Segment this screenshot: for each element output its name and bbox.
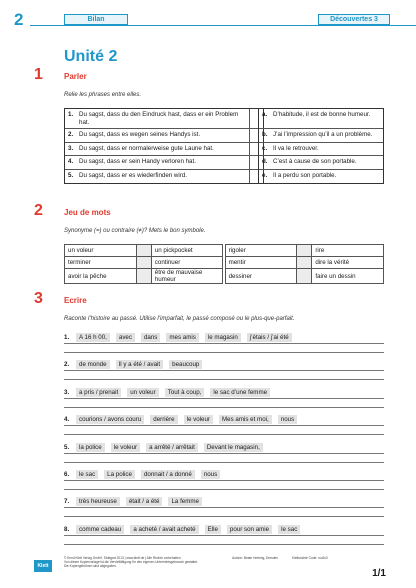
symbol-box[interactable]	[297, 245, 312, 257]
answer-line[interactable]	[64, 544, 384, 545]
word-chip: La femme	[168, 497, 202, 506]
matching-right-list	[258, 108, 384, 184]
footer-copyright: © Ernst Klett Verlag GmbH, Stuttgart 2013 | www.klett.de | Alle Rechte vorbehalten.	[64, 556, 182, 560]
answer-line[interactable]	[64, 379, 384, 380]
word-chip: A 16 h 00,	[76, 333, 110, 342]
word-chip: a pris / prenait	[76, 388, 121, 397]
list-item: 4. Du sagst, dass er sein Handy verloren hat.	[65, 156, 263, 170]
answer-line[interactable]	[64, 507, 384, 508]
footer-author: Autorin: Beate Herbing, Dresden	[232, 556, 279, 560]
list-item: d. C’est à cause de son portable.	[259, 156, 383, 170]
footer-code: Klettsüchte Code: rxu2s3	[292, 556, 328, 560]
word-chips	[76, 443, 269, 452]
word-chip: le sac	[278, 525, 300, 534]
header-bar	[0, 10, 416, 29]
section-title-1: Parler	[64, 72, 87, 81]
answer-line[interactable]	[64, 398, 384, 399]
word-chip: derrière	[150, 415, 177, 424]
answer-line[interactable]	[64, 480, 384, 481]
word-chips	[76, 470, 226, 479]
item-number: 6.	[64, 471, 70, 478]
answer-line[interactable]	[64, 425, 384, 426]
answer-line[interactable]	[64, 407, 384, 408]
item-number: 3.	[64, 388, 70, 396]
answer-line[interactable]	[64, 516, 384, 517]
word-chip: Tout à coup,	[165, 388, 205, 397]
answer-line[interactable]	[64, 352, 384, 353]
section-instruction-3: Raconte l’histoire au passé. Utilise l’imparfait, le passé composé ou le plus-que-parfait.	[64, 316, 295, 322]
symbol-box[interactable]	[136, 269, 151, 284]
book-tab: Découvertes 3	[318, 14, 390, 25]
section-instruction-1: Relie les phrases entre elles.	[64, 92, 142, 98]
table-row: terminer continuer mentir dire la vérité	[65, 257, 384, 269]
list-item: b. J’ai l’impression qu’il a un problème.	[259, 129, 383, 143]
word-chip: était / a été	[126, 497, 163, 506]
list-item: 2. Du sagst, dass es wegen seines Handys ist.	[65, 129, 263, 143]
word-chips	[76, 388, 276, 397]
word-chips	[76, 415, 303, 424]
word-chip: le voleur	[184, 415, 213, 424]
word-chips	[76, 497, 208, 506]
symbol-box[interactable]	[297, 257, 312, 269]
word-chip: un voleur	[127, 388, 158, 397]
word-chip: comme cadeau	[76, 525, 124, 534]
list-item: c. Il va le retrouver.	[259, 143, 383, 157]
word-chip: Il y a été / avait	[116, 360, 164, 369]
word-chips	[76, 360, 208, 369]
answer-line[interactable]	[64, 453, 384, 454]
word-chip: j’étais / j’ai été	[247, 333, 292, 342]
word-chip: dans	[141, 333, 160, 342]
word-chip: pour son amie	[227, 525, 272, 534]
symbol-box[interactable]	[297, 269, 312, 284]
word-chip: donnait / a donné	[141, 470, 195, 479]
answer-line[interactable]	[64, 343, 384, 344]
item-number: 4.	[64, 416, 70, 424]
word-chip: le sac d’une femme	[210, 388, 270, 397]
synonym-table	[64, 244, 384, 284]
word-chip: le sac	[76, 470, 98, 479]
word-chip: nous	[278, 415, 297, 424]
answer-line[interactable]	[64, 434, 384, 435]
page-title: Unité 2	[64, 48, 118, 65]
page-number: 1/1	[372, 568, 386, 579]
word-chip: le voleur	[111, 443, 140, 452]
word-chip: la police	[76, 443, 105, 452]
word-chip: nous	[201, 470, 220, 479]
word-chip: de monde	[76, 360, 110, 369]
unit-number: 2	[14, 10, 24, 29]
item-number: 1.	[64, 334, 70, 341]
list-item: 3. Du sagst, dass er normalerweise gute Laune hat.	[65, 143, 263, 157]
matching-left-list	[64, 108, 264, 184]
word-chip: Elle	[205, 525, 221, 534]
section-instruction-2: Synonyme (=) ou contraire (≠)? Mets le bon symbole.	[64, 228, 206, 234]
table-row: avoir la pêche être de mauvaise humeur dessiner faire un dessin	[65, 269, 384, 284]
word-chip: a arrêté / arrêtait	[146, 443, 198, 452]
word-chip: très heureuse	[76, 497, 120, 506]
footer	[64, 556, 364, 568]
header-rule	[30, 25, 416, 26]
word-chips	[76, 525, 306, 534]
word-chip: courions / avons couru	[76, 415, 144, 424]
section-number-3: 3	[34, 290, 43, 307]
list-item: a. D’habitude, il est de bonne humeur.	[259, 109, 383, 129]
section-title-2: Jeu de mots	[64, 208, 111, 217]
item-number: 7.	[64, 498, 70, 506]
word-chip: a acheté / avait acheté	[130, 525, 198, 534]
section-title-3: Ecrire	[64, 296, 87, 305]
word-chip: beaucoup	[169, 360, 202, 369]
answer-line[interactable]	[64, 462, 384, 463]
item-number: 8.	[64, 525, 70, 533]
table-row: un voleur un pickpocket rigoler rire	[65, 245, 384, 257]
word-chip: avec	[116, 333, 135, 342]
list-item: e. Il a perdu son portable.	[262, 171, 337, 179]
section-number-2: 2	[34, 202, 43, 219]
symbol-box[interactable]	[136, 257, 151, 269]
footer-permission: Von dieser Kopiervorlage ist die Vervielfältigung für den eigenen Unterrichtsgebrauch gestattet.	[64, 560, 198, 564]
section-tab: Bilan	[64, 14, 128, 25]
list-item: 1. Du sagst, dass du den Eindruck hast, dass er ein Problem hat.	[65, 109, 263, 129]
answer-line[interactable]	[64, 370, 384, 371]
word-chip: Devant le magasin,	[204, 443, 263, 452]
item-number: 5.	[64, 443, 70, 451]
publisher-logo: Klett	[34, 560, 52, 572]
word-chip: mes amis	[166, 333, 198, 342]
answer-line[interactable]	[64, 489, 384, 490]
answer-line[interactable]	[64, 535, 384, 536]
footer-permission-2: Die Kopiergebühren sind abgegolten.	[64, 564, 117, 568]
word-chips	[76, 333, 298, 342]
word-chip: le magasin	[205, 333, 241, 342]
word-chip: Mes amis et moi,	[219, 415, 272, 424]
list-item: 5. Du sagst, dass er es wiederfinden wird.	[65, 170, 263, 184]
item-number: 2.	[64, 361, 70, 369]
word-chip: La police	[104, 470, 135, 479]
section-number-1: 1	[34, 66, 43, 83]
symbol-box[interactable]	[136, 245, 151, 257]
